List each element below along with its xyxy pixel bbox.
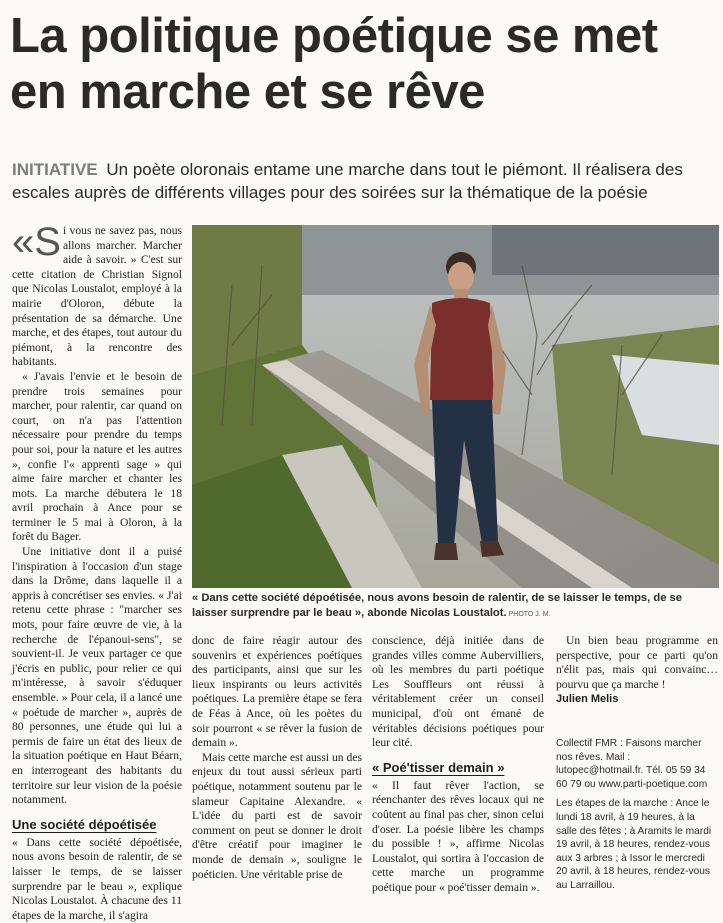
photo-caption — [192, 591, 719, 622]
column-2 — [192, 634, 362, 881]
contact-info: Collectif FMR : Faisons marcher nos rêves. Mail : lutopec@hotmail.fr. Tél. 05 59 34 60 79 ou www.parti-poetique.com — [556, 738, 708, 790]
schedule-info: Les étapes de la marche : Ance le lundi 18 avril, à 19 heures, à la salle des fêtes ; à Aramits le mardi 19 avril, à 18 heures, rendez-vous aux 3 arbres ; à Issor le mercredi 20 avril, à 18 heures, rendez-vous au Larraillou. — [556, 798, 712, 891]
headline: La politique poétique se met en marche et se rêve — [10, 9, 658, 119]
column-3 — [372, 634, 544, 894]
article-paragraph: Une initiative dont il a puisé l'inspiration à l'occasion d'un stage dans la Drôme, dans laquelle il a appris à concrétiser ses envies. « J'ai retenu cette phrase : "marcher ses mots, pour faire œuvre de vie, à la recherche de l'épanoui-sens", se souvient-il. Je veux partager ce que j'écris en public, pour relier ce qui m'intéresse, à savoir s'éduquer ensemble. » Pour cela, il a lancé une « poétude de marcher », auprès de 80 personnes, une étude qui lui a permis de faire un état des lieux de la situation poétique en Haut Béarn, en interrogeant des habitants du territoire sur leur vision de la poésie notamment. — [12, 545, 182, 807]
photo-credit: PHOTO J. M. — [508, 610, 551, 618]
subhead-societe: Une société dépoétisée — [12, 816, 157, 832]
column-4 — [556, 634, 718, 734]
article-paragraph: Mais cette marche est aussi un des enjeux du tout aussi sérieux parti poétique, notamment soutenu par le slameur Capitaine Alexandre. « L'idée du parti est de savoir comment on peut se donner le droit d'être créatif pour imaginer le monde de demain », souligne le poéticien. Une véritable prise de — [192, 750, 362, 881]
article-paragraph: donc de faire réagir autour des souvenirs et expériences poétiques des participants, ainsi que sur les lieux inspirants ou leurs activités poétiques. La première étape se fera de Féas à Ance, où les poètes du soir pourront « se rêver la fusion de demain ». — [192, 634, 362, 750]
article-paragraph: « Dans cette société dépoétisée, nous avons besoin de ralentir, de se laisser le temps, de se laisser surprendre par le beau », explique Nicolas Loustalot. À chacune des 11 étapes de la marche, il s'agira — [12, 835, 182, 922]
article-paragraph: «Si vous ne savez pas, nous allons marcher. Marcher aide à savoir. » C'est sur cette citation de Christian Signol que Nicolas Loustalot, employé à la mairie d'Oloron, débute la présentation de sa démarche. Une marche, et des étapes, tout autour du piémont, à la rencontre des habitants. — [12, 220, 182, 369]
deck-kicker: INITIATIVE — [12, 160, 98, 179]
caption-text: « Dans cette société dépoétisée, nous avons besoin de ralentir, de se laisser le temps, de se laisser surprendre par le beau », abonde Nicolas Loustalot. — [192, 592, 682, 619]
author-signature: Julien Melis — [556, 693, 619, 706]
info-box — [556, 737, 718, 899]
article-photo — [192, 225, 719, 588]
walker-photo — [192, 225, 719, 588]
column-1 — [12, 220, 182, 922]
article-paragraph: « Il faut rêver l'action, se réenchanter des rêves locaux qui ne coûtent au final pas cher, sinon celui d'oser. La poésie libère les champs du possible ! », affirme Nicolas Loustalot, qui sortira à l'occasion de cette marche un programme poétique pour « poé'tisser demain ». — [372, 778, 544, 894]
article-paragraph: Un bien beau programme en perspective, pour ce parti qu'on n'élit pas, mais qui convainc… pourvu que ça marche ! — [556, 634, 718, 691]
article-paragraph: conscience, déjà initiée dans de grandes villes comme Aubervilliers, où les membres du parti poétique Les Souffleurs ont réussi à véritablement créer un conseil municipal, d'où ont émané de véritables décisions poétiques pour leur cité. — [372, 634, 544, 750]
dropcap: «S — [12, 220, 61, 264]
subhead-poetisser: « Poé'tisser demain » — [372, 759, 505, 775]
article-paragraph: « J'avais l'envie et le besoin de prendre trois semaines pour marcher, pour ralentir, car quand on court, on n'a pas l'attention nécessaire pour prendre du temps pour soi, pour la nature et les autres », confie l'« apprenti sage » qui aime faire marcher et chanter les mots. La marche débutera le 18 avril prochain à Ance pour se terminer le 5 mai à Oloron, à la forêt du Bager. — [12, 369, 182, 544]
deck — [12, 158, 714, 204]
deck-text: Un poète oloronais entame une marche dans tout le piémont. Il réalisera des escales auprès de différents villages pour des soirées sur la thématique de la poésie — [12, 160, 683, 202]
